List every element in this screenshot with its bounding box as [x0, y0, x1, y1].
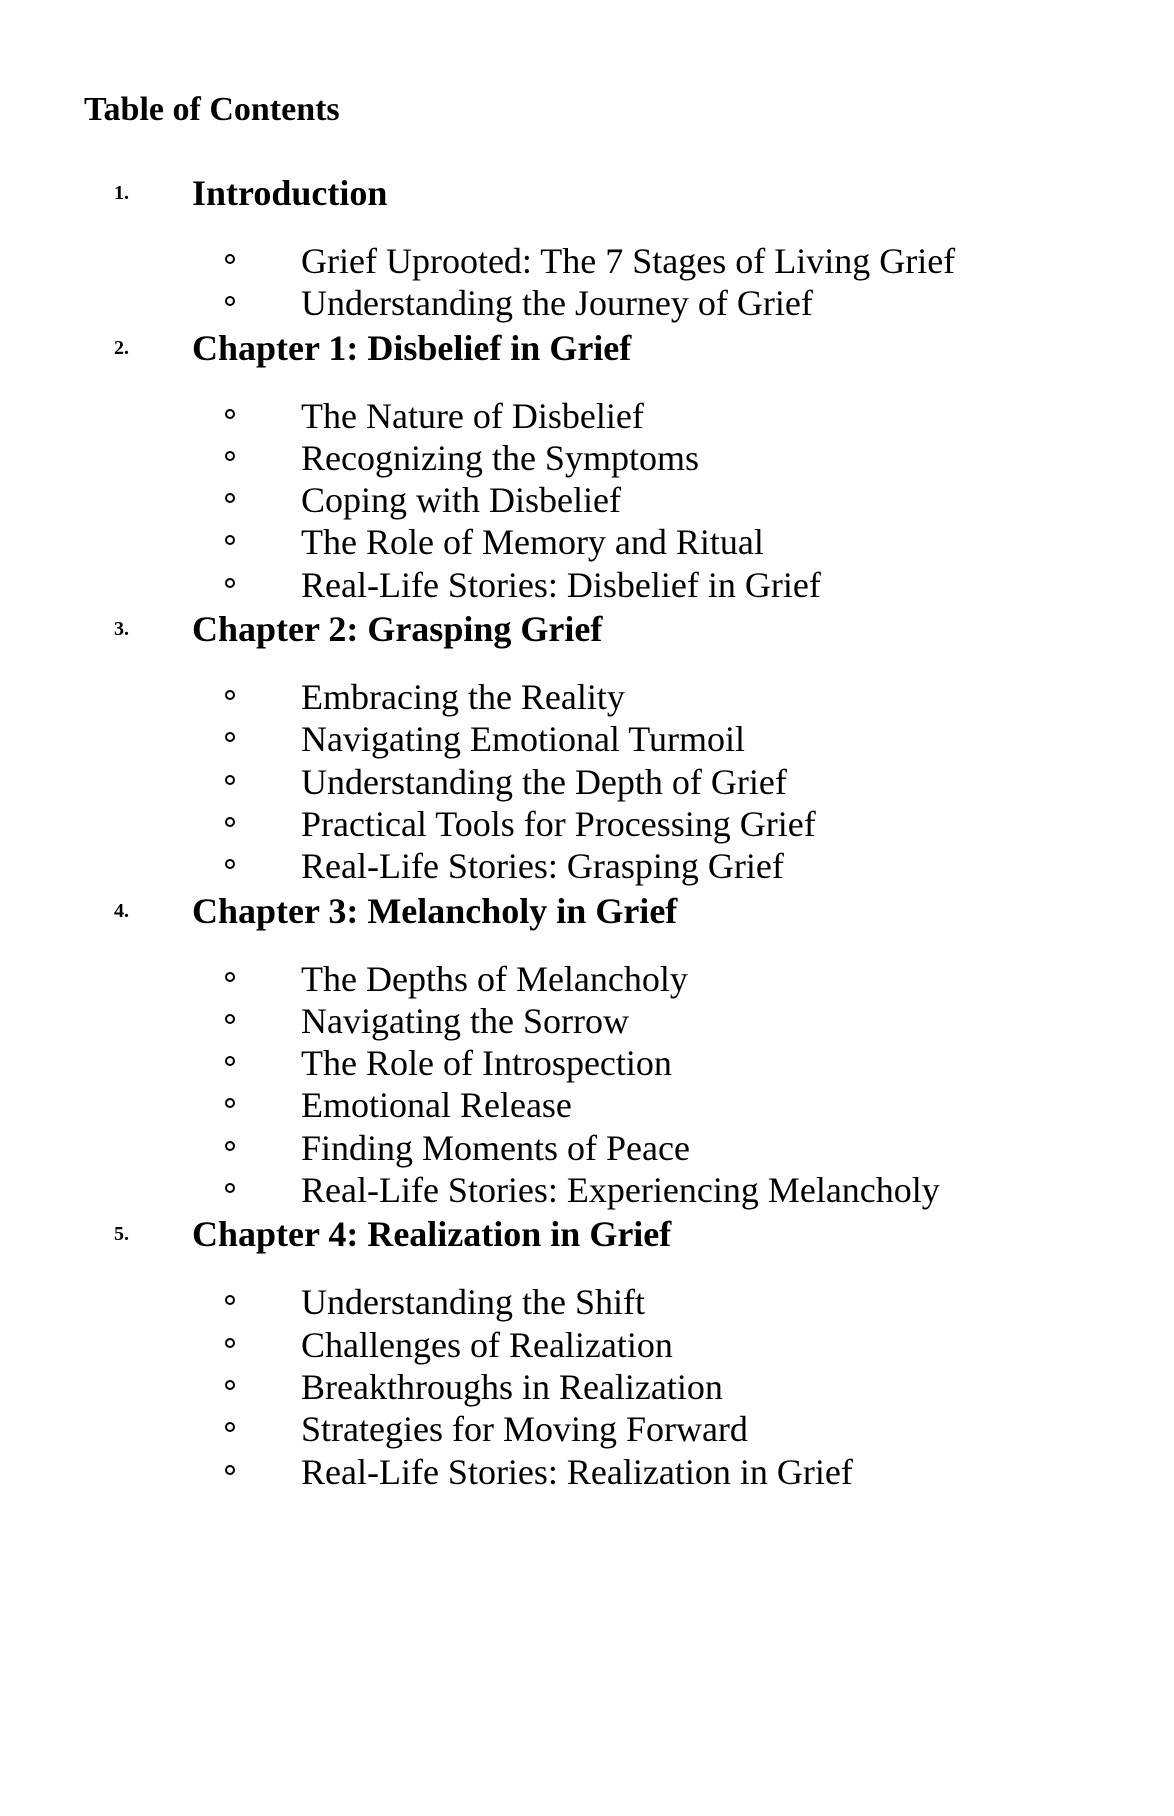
chapter-title: Chapter 4: Realization in Grief [192, 1214, 672, 1255]
chapter-title: Chapter 3: Melancholy in Grief [192, 890, 678, 931]
toc-chapter [0, 325, 1174, 606]
section-label: Grief Uprooted: The 7 Stages of Living Grief [301, 241, 956, 281]
section-item [0, 676, 1174, 718]
section-label: Embracing the Reality [301, 677, 625, 718]
section-item [0, 718, 1174, 760]
hollow-bullet-icon [225, 1465, 235, 1475]
hollow-bullet-icon [225, 1380, 235, 1390]
section-label: Navigating Emotional Turmoil [301, 719, 746, 760]
section-item [0, 845, 1174, 887]
section-label: The Role of Introspection [301, 1043, 672, 1084]
section-item [0, 1451, 1174, 1493]
section-label: The Depths of Melancholy [301, 958, 688, 999]
section-item [0, 479, 1174, 521]
section-list [0, 395, 1174, 606]
hollow-bullet-icon [225, 1422, 235, 1432]
hollow-bullet-icon [225, 1338, 235, 1348]
chapter-heading [0, 170, 1174, 218]
section-label: Strategies for Moving Forward [301, 1409, 748, 1450]
hollow-bullet-icon [225, 690, 235, 700]
section-label: Real-Life Stories: Disbelief in Grief [301, 564, 821, 605]
hollow-bullet-icon [225, 1141, 235, 1151]
section-label: Finding Moments of Peace [301, 1127, 690, 1168]
section-label: Practical Tools for Processing Grief [301, 803, 816, 844]
hollow-bullet-icon [225, 578, 235, 588]
hollow-bullet-icon [225, 1295, 235, 1305]
section-item [0, 803, 1174, 845]
chapter-heading [0, 606, 1174, 654]
section-label: Emotional Release [301, 1085, 572, 1126]
hollow-bullet-icon [225, 732, 235, 742]
section-label: Real-Life Stories: Experiencing Melancholy [301, 1170, 940, 1211]
section-label: Understanding the Shift [301, 1282, 645, 1323]
hollow-bullet-icon [225, 972, 235, 982]
section-label: Breakthroughs in Realization [301, 1366, 723, 1407]
toc-chapter [0, 1211, 1174, 1492]
section-item [0, 282, 1174, 324]
chapter-title: Introduction [192, 173, 388, 213]
section-label: Understanding the Depth of Grief [301, 761, 787, 802]
section-item [0, 1000, 1174, 1042]
chapter-heading [0, 325, 1174, 373]
section-item [0, 1366, 1174, 1408]
chapter-title: Chapter 2: Grasping Grief [192, 609, 603, 650]
chapter-number: 4. [114, 899, 129, 922]
chapter-number: 3. [114, 618, 129, 641]
section-item [0, 1324, 1174, 1366]
section-item [0, 521, 1174, 563]
hollow-bullet-icon [225, 1183, 235, 1193]
hollow-bullet-icon [225, 254, 235, 264]
section-label: Challenges of Realization [301, 1324, 673, 1365]
section-label: The Nature of Disbelief [301, 395, 644, 436]
section-item [0, 1042, 1174, 1084]
section-item [0, 958, 1174, 1000]
section-item [0, 761, 1174, 803]
chapter-number: 1. [114, 182, 129, 204]
hollow-bullet-icon [225, 451, 235, 461]
chapter-title: Chapter 1: Disbelief in Grief [192, 327, 632, 368]
chapter-number: 2. [114, 336, 129, 359]
hollow-bullet-icon [225, 1056, 235, 1066]
toc-chapter [0, 888, 1174, 1212]
section-label: Coping with Disbelief [301, 480, 621, 521]
hollow-bullet-icon [225, 859, 235, 869]
chapter-number: 5. [114, 1223, 129, 1246]
section-label: Real-Life Stories: Grasping Grief [301, 846, 784, 887]
section-item [0, 1084, 1174, 1126]
toc-list [0, 170, 1174, 1493]
section-item [0, 437, 1174, 479]
hollow-bullet-icon [225, 775, 235, 785]
section-item [0, 395, 1174, 437]
section-item [0, 1127, 1174, 1169]
section-label: Navigating the Sorrow [301, 1000, 629, 1041]
section-list [0, 240, 1174, 325]
section-label: The Role of Memory and Ritual [301, 522, 764, 563]
toc-title: Table of Contents [84, 91, 340, 128]
hollow-bullet-icon [225, 1098, 235, 1108]
section-list [0, 1281, 1174, 1492]
section-item [0, 1281, 1174, 1323]
section-label: Real-Life Stories: Realization in Grief [301, 1451, 853, 1492]
section-item [0, 1408, 1174, 1450]
chapter-heading [0, 1211, 1174, 1259]
section-item [0, 564, 1174, 606]
toc-chapter [0, 606, 1174, 887]
section-label: Understanding the Journey of Grief [301, 283, 813, 324]
section-item [0, 1169, 1174, 1211]
section-list [0, 958, 1174, 1212]
section-item [0, 240, 1174, 282]
section-list [0, 676, 1174, 887]
hollow-bullet-icon [225, 296, 235, 306]
hollow-bullet-icon [225, 493, 235, 503]
hollow-bullet-icon [225, 1014, 235, 1024]
hollow-bullet-icon [225, 817, 235, 827]
section-label: Recognizing the Symptoms [301, 437, 699, 478]
hollow-bullet-icon [225, 535, 235, 545]
toc-chapter [0, 170, 1174, 325]
chapter-heading [0, 888, 1174, 936]
hollow-bullet-icon [225, 409, 235, 419]
